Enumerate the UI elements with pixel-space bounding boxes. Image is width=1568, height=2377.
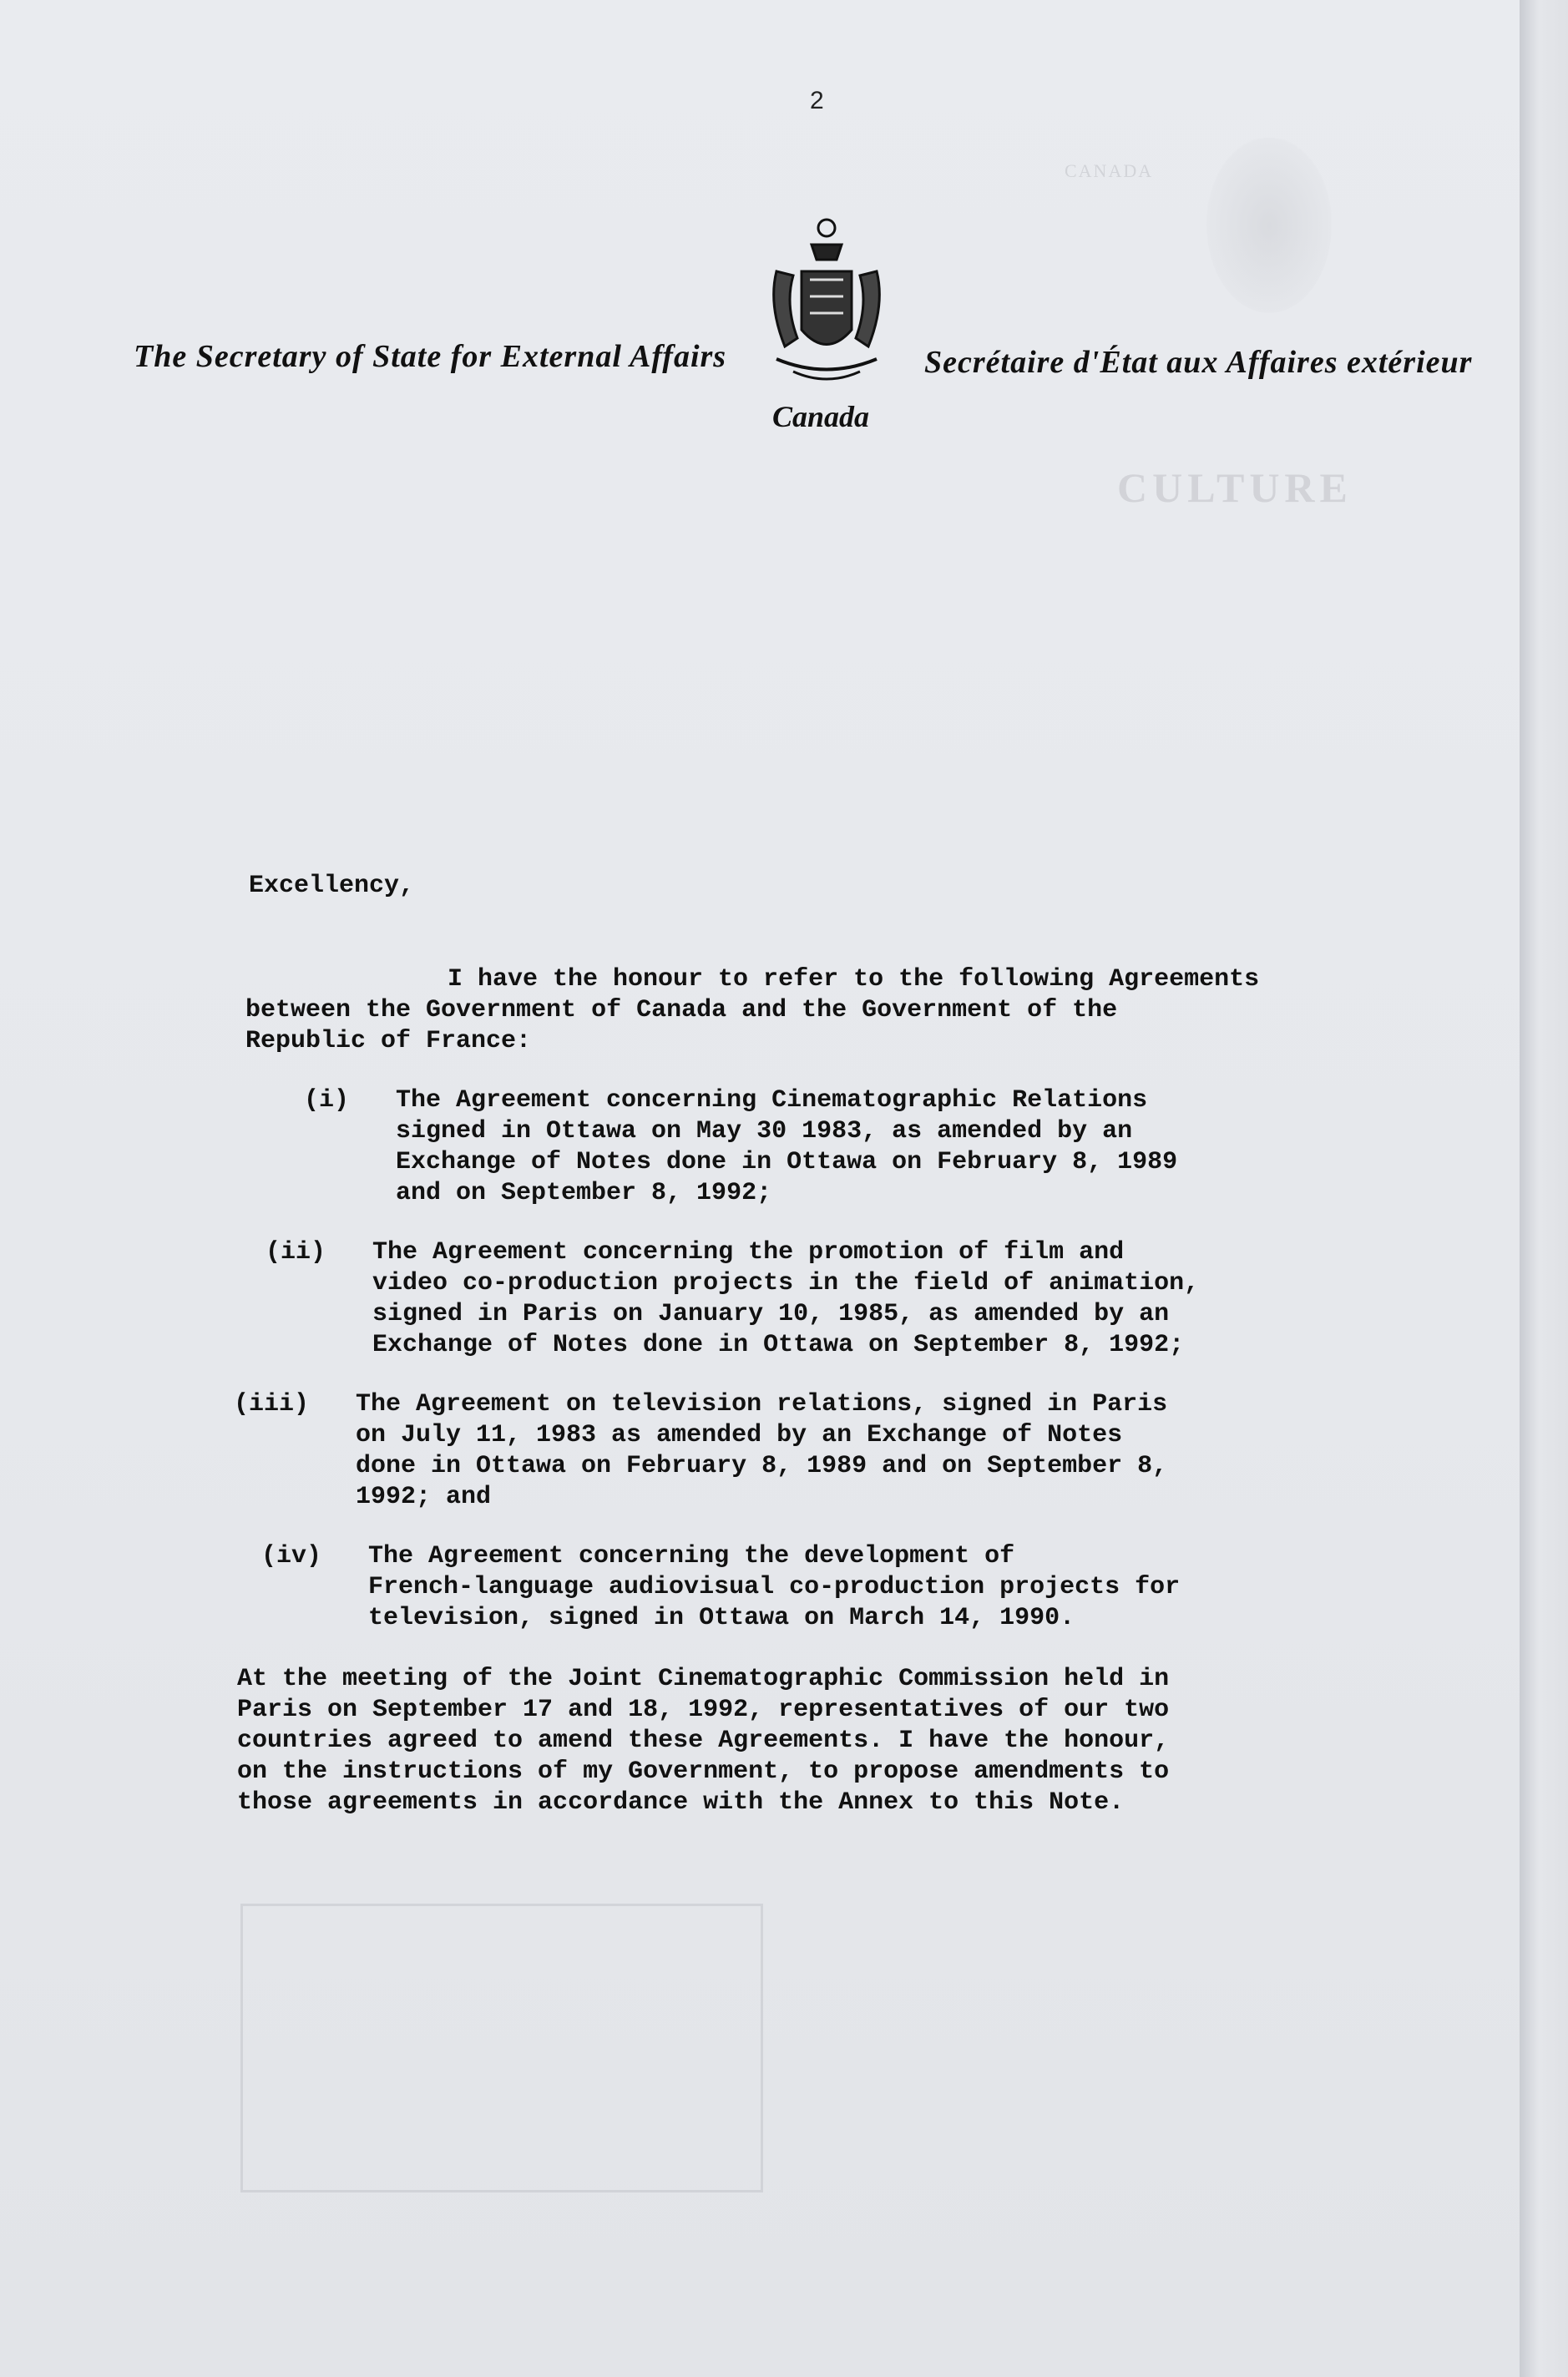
closing-line: those agreements in accordance with the Annex to this Note.	[237, 1788, 1125, 1817]
item-line: The Agreement concerning Cinematographic Relations	[396, 1086, 1148, 1115]
item-number: (ii)	[265, 1238, 326, 1267]
item-line: French-language audiovisual co-production projects for	[368, 1573, 1181, 1601]
closing-line: Paris on September 17 and 18, 1992, representatives of our two	[237, 1696, 1170, 1724]
item-line: The Agreement on television relations, signed in Paris	[356, 1390, 1168, 1419]
item-line: The Agreement concerning the promotion of film and	[372, 1238, 1125, 1267]
item-text	[356, 1389, 1358, 1513]
item-number: (iv)	[260, 1542, 321, 1570]
bleed-through-canada: CANADA	[1065, 160, 1154, 181]
closing-line: countries agreed to amend these Agreements. I have the honour,	[237, 1727, 1170, 1755]
item-line: signed in Paris on January 10, 1985, as amended by an	[372, 1300, 1170, 1328]
item-line: on July 11, 1983 as amended by an Exchange of Notes	[356, 1421, 1123, 1449]
item-number: (i)	[303, 1086, 349, 1115]
item-text	[372, 1237, 1374, 1361]
agreement-item-ii	[200, 1237, 1403, 1361]
page-edge	[1520, 0, 1568, 2377]
closing-line: on the instructions of my Government, to propose amendments to	[237, 1757, 1170, 1786]
letterhead-french: Secrétaire d'État aux Affaires extérieur	[924, 345, 1473, 380]
page-number: 2	[810, 87, 824, 114]
item-line: 1992; and	[356, 1483, 492, 1511]
bleed-through-crest	[1206, 138, 1332, 313]
closing-line: At the meeting of the Joint Cinematographic Commission held in	[237, 1665, 1170, 1693]
item-line: done in Ottawa on February 8, 1989 and on September 8,	[356, 1452, 1168, 1480]
bleed-through-culture: CULTURE	[1117, 464, 1353, 511]
letterhead-canada: Canada	[772, 400, 870, 433]
salutation: Excellency,	[249, 872, 415, 900]
item-line: video co-production projects in the field of animation,	[372, 1269, 1200, 1297]
agreement-item-iv	[196, 1541, 1399, 1634]
item-line: and on September 8, 1992;	[396, 1179, 772, 1207]
agreement-item-iii	[184, 1389, 1386, 1513]
item-line: signed in Ottawa on May 30 1983, as amended by an	[396, 1117, 1133, 1146]
item-line: Exchange of Notes done in Ottawa on September 8, 1992;	[372, 1331, 1185, 1359]
item-text	[396, 1085, 1398, 1209]
agreement-item-i	[224, 1085, 1426, 1209]
item-line: The Agreement concerning the development of	[368, 1542, 1015, 1570]
letterhead-english: The Secretary of State for External Affairs	[134, 339, 727, 374]
item-text	[368, 1541, 1370, 1634]
item-line: Exchange of Notes done in Ottawa on February 8, 1989	[396, 1148, 1178, 1176]
intro-line: I have the honour to refer to the following Agreements	[448, 965, 1260, 994]
closing-paragraph	[237, 1664, 1423, 1818]
intro-paragraph	[245, 964, 1448, 1057]
intro-line: Republic of France:	[245, 1027, 532, 1055]
item-number: (iii)	[233, 1390, 309, 1419]
bleed-through-stamp	[240, 1904, 763, 2192]
intro-line: between the Government of Canada and the Government of the	[245, 996, 1118, 1024]
item-line: television, signed in Ottawa on March 14, 1990.	[368, 1604, 1075, 1632]
coat-of-arms-icon	[760, 213, 893, 392]
